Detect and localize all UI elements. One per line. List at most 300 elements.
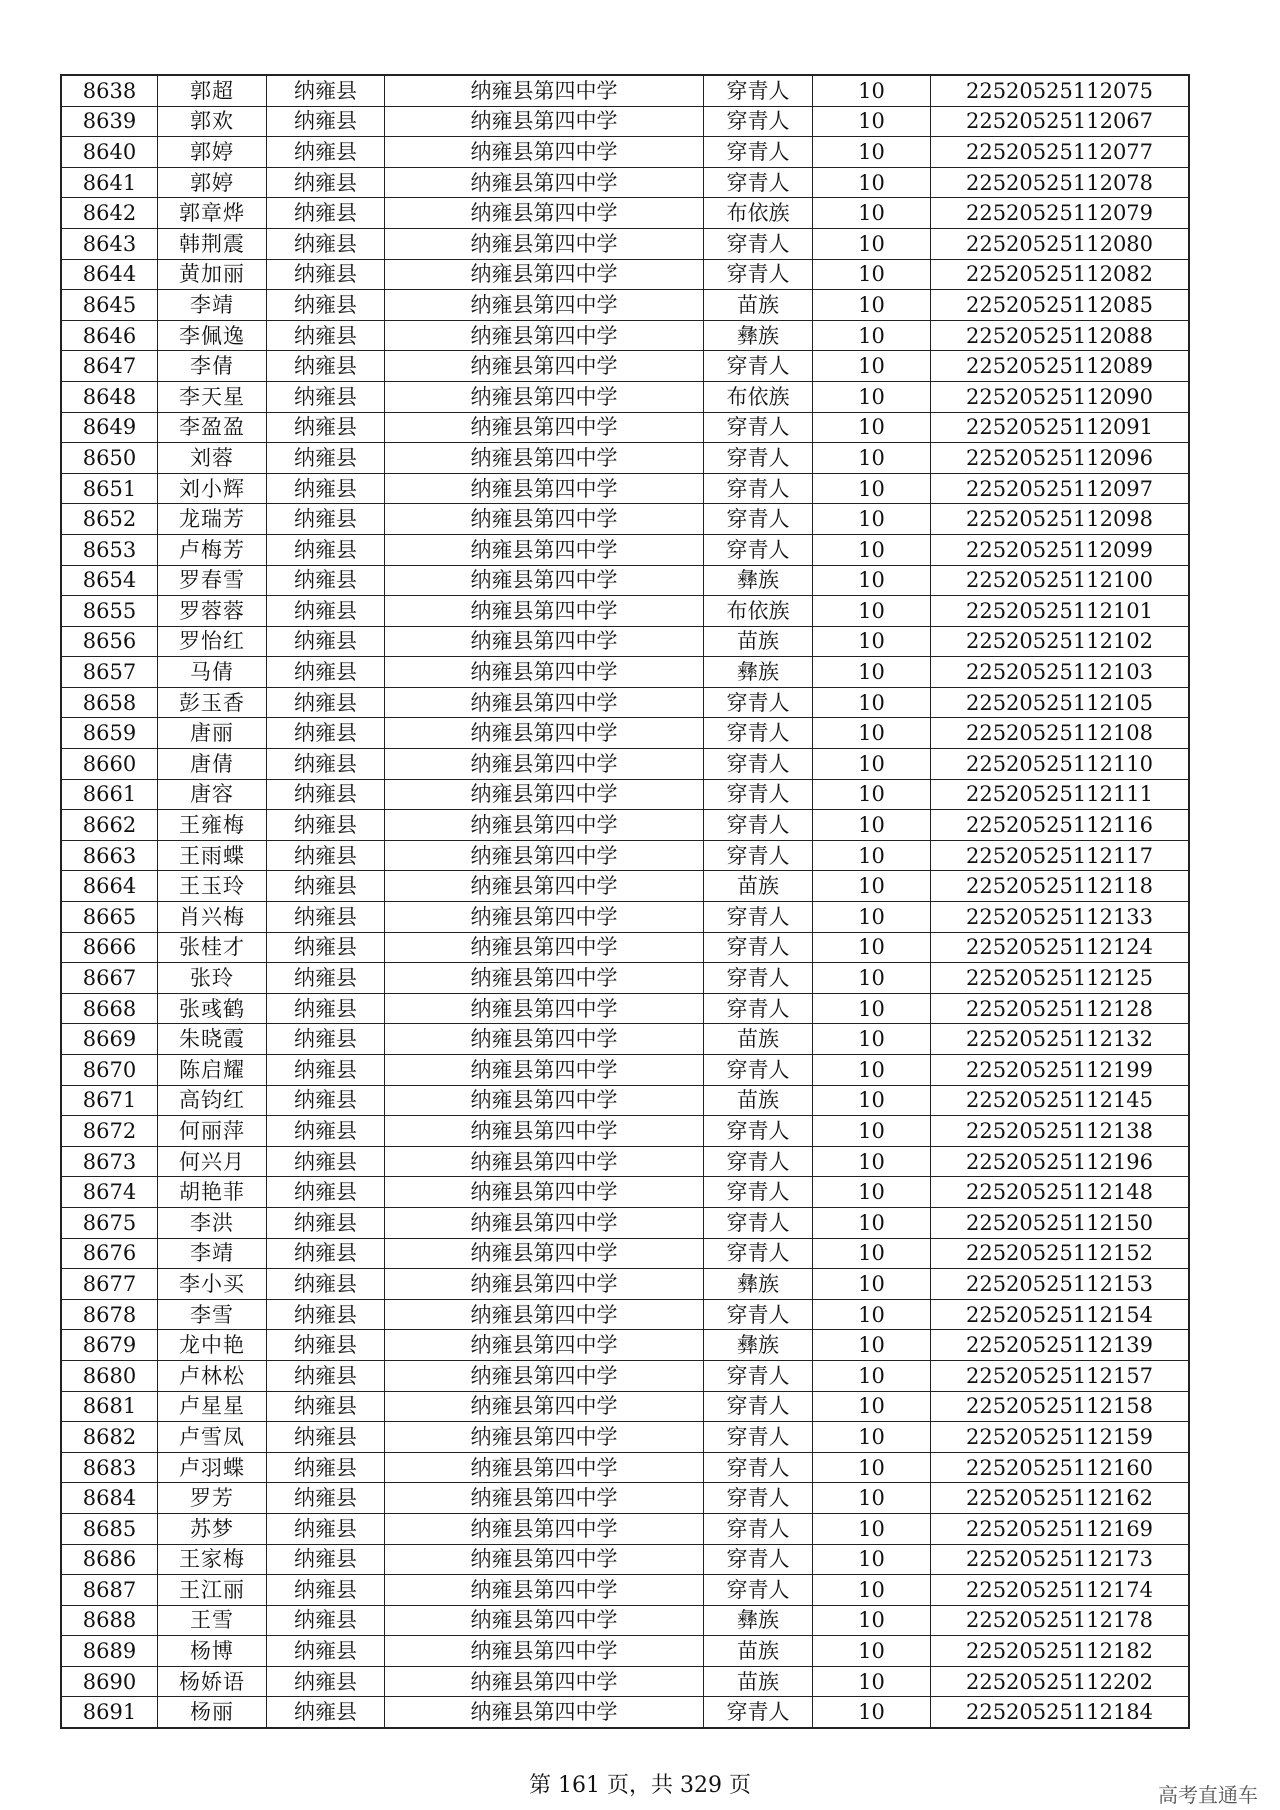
cell-name: 卢雪凤 <box>158 1422 267 1453</box>
cell-ethnicity: 穿青人 <box>704 412 813 443</box>
cell-name: 王家梅 <box>158 1544 267 1575</box>
cell-ethnicity: 彝族 <box>704 1269 813 1300</box>
cell-grade: 10 <box>813 687 931 718</box>
cell-name: 郭欢 <box>158 106 267 137</box>
cell-name: 罗蓉蓉 <box>158 596 267 627</box>
cell-school: 纳雍县第四中学 <box>385 1055 704 1086</box>
cell-county: 纳雍县 <box>267 749 385 780</box>
cell-county: 纳雍县 <box>267 1513 385 1544</box>
cell-county: 纳雍县 <box>267 1116 385 1147</box>
cell-exam-number: 22520525112108 <box>931 718 1190 749</box>
cell-ethnicity: 穿青人 <box>704 1483 813 1514</box>
cell-county: 纳雍县 <box>267 443 385 474</box>
cell-exam-number: 22520525112160 <box>931 1452 1190 1483</box>
cell-grade: 10 <box>813 1666 931 1697</box>
cell-county: 纳雍县 <box>267 259 385 290</box>
cell-ethnicity: 彝族 <box>704 320 813 351</box>
cell-ethnicity: 穿青人 <box>704 932 813 963</box>
table-row <box>61 840 1189 871</box>
cell-ethnicity: 彝族 <box>704 657 813 688</box>
cell-ethnicity: 穿青人 <box>704 75 813 106</box>
cell-exam-number: 22520525112173 <box>931 1544 1190 1575</box>
cell-school: 纳雍县第四中学 <box>385 779 704 810</box>
cell-school: 纳雍县第四中学 <box>385 749 704 780</box>
table-row <box>61 1024 1189 1055</box>
cell-exam-number: 22520525112091 <box>931 412 1190 443</box>
cell-county: 纳雍县 <box>267 718 385 749</box>
cell-number: 8646 <box>61 320 158 351</box>
cell-school: 纳雍县第四中学 <box>385 1299 704 1330</box>
cell-name: 李倩 <box>158 351 267 382</box>
table-row <box>61 1146 1189 1177</box>
cell-number: 8652 <box>61 504 158 535</box>
cell-grade: 10 <box>813 963 931 994</box>
cell-exam-number: 22520525112097 <box>931 473 1190 504</box>
cell-number: 8690 <box>61 1666 158 1697</box>
cell-name: 郭婷 <box>158 167 267 198</box>
cell-ethnicity: 穿青人 <box>704 443 813 474</box>
cell-county: 纳雍县 <box>267 1360 385 1391</box>
cell-grade: 10 <box>813 1330 931 1361</box>
cell-school: 纳雍县第四中学 <box>385 1085 704 1116</box>
cell-county: 纳雍县 <box>267 1483 385 1514</box>
cell-exam-number: 22520525112138 <box>931 1116 1190 1147</box>
table-row <box>61 1269 1189 1300</box>
cell-school: 纳雍县第四中学 <box>385 718 704 749</box>
cell-school: 纳雍县第四中学 <box>385 1452 704 1483</box>
cell-number: 8671 <box>61 1085 158 1116</box>
cell-exam-number: 22520525112098 <box>931 504 1190 535</box>
cell-exam-number: 22520525112132 <box>931 1024 1190 1055</box>
cell-grade: 10 <box>813 718 931 749</box>
cell-ethnicity: 彝族 <box>704 1330 813 1361</box>
cell-name: 李盈盈 <box>158 412 267 443</box>
cell-school: 纳雍县第四中学 <box>385 1483 704 1514</box>
cell-school: 纳雍县第四中学 <box>385 412 704 443</box>
cell-school: 纳雍县第四中学 <box>385 1269 704 1300</box>
cell-school: 纳雍县第四中学 <box>385 504 704 535</box>
cell-county: 纳雍县 <box>267 963 385 994</box>
cell-grade: 10 <box>813 1299 931 1330</box>
table-row <box>61 1330 1189 1361</box>
cell-number: 8687 <box>61 1575 158 1606</box>
cell-grade: 10 <box>813 534 931 565</box>
cell-county: 纳雍县 <box>267 228 385 259</box>
table-row <box>61 1391 1189 1422</box>
cell-exam-number: 22520525112101 <box>931 596 1190 627</box>
cell-number: 8662 <box>61 810 158 841</box>
cell-school: 纳雍县第四中学 <box>385 290 704 321</box>
cell-county: 纳雍县 <box>267 106 385 137</box>
cell-exam-number: 22520525112202 <box>931 1666 1190 1697</box>
table-row <box>61 1636 1189 1667</box>
cell-county: 纳雍县 <box>267 1697 385 1728</box>
cell-name: 唐容 <box>158 779 267 810</box>
cell-name: 肖兴梅 <box>158 902 267 933</box>
cell-grade: 10 <box>813 1360 931 1391</box>
cell-number: 8661 <box>61 779 158 810</box>
cell-number: 8655 <box>61 596 158 627</box>
cell-school: 纳雍县第四中学 <box>385 932 704 963</box>
cell-exam-number: 22520525112089 <box>931 351 1190 382</box>
cell-county: 纳雍县 <box>267 351 385 382</box>
cell-exam-number: 22520525112145 <box>931 1085 1190 1116</box>
cell-grade: 10 <box>813 443 931 474</box>
cell-number: 8681 <box>61 1391 158 1422</box>
cell-grade: 10 <box>813 1055 931 1086</box>
cell-school: 纳雍县第四中学 <box>385 228 704 259</box>
cell-grade: 10 <box>813 1452 931 1483</box>
table-row <box>61 534 1189 565</box>
cell-exam-number: 22520525112111 <box>931 779 1190 810</box>
cell-number: 8648 <box>61 381 158 412</box>
cell-exam-number: 22520525112110 <box>931 749 1190 780</box>
cell-school: 纳雍县第四中学 <box>385 473 704 504</box>
cell-ethnicity: 穿青人 <box>704 351 813 382</box>
cell-school: 纳雍县第四中学 <box>385 137 704 168</box>
cell-number: 8666 <box>61 932 158 963</box>
cell-school: 纳雍县第四中学 <box>385 902 704 933</box>
cell-ethnicity: 穿青人 <box>704 1422 813 1453</box>
cell-ethnicity: 穿青人 <box>704 1238 813 1269</box>
cell-school: 纳雍县第四中学 <box>385 351 704 382</box>
table-row <box>61 626 1189 657</box>
table-row <box>61 381 1189 412</box>
cell-number: 8658 <box>61 687 158 718</box>
cell-county: 纳雍县 <box>267 1422 385 1453</box>
cell-school: 纳雍县第四中学 <box>385 381 704 412</box>
table-row <box>61 1238 1189 1269</box>
table-row <box>61 290 1189 321</box>
cell-school: 纳雍县第四中学 <box>385 1116 704 1147</box>
cell-ethnicity: 穿青人 <box>704 1146 813 1177</box>
cell-grade: 10 <box>813 259 931 290</box>
cell-ethnicity: 穿青人 <box>704 106 813 137</box>
cell-county: 纳雍县 <box>267 840 385 871</box>
cell-ethnicity: 苗族 <box>704 871 813 902</box>
cell-exam-number: 22520525112182 <box>931 1636 1190 1667</box>
cell-name: 朱晓霞 <box>158 1024 267 1055</box>
cell-exam-number: 22520525112139 <box>931 1330 1190 1361</box>
cell-name: 王雪 <box>158 1605 267 1636</box>
cell-grade: 10 <box>813 1391 931 1422</box>
cell-county: 纳雍县 <box>267 596 385 627</box>
cell-exam-number: 22520525112150 <box>931 1207 1190 1238</box>
cell-number: 8670 <box>61 1055 158 1086</box>
cell-number: 8660 <box>61 749 158 780</box>
cell-school: 纳雍县第四中学 <box>385 1238 704 1269</box>
cell-grade: 10 <box>813 198 931 229</box>
cell-number: 8676 <box>61 1238 158 1269</box>
table-row <box>61 565 1189 596</box>
cell-grade: 10 <box>813 1024 931 1055</box>
cell-grade: 10 <box>813 290 931 321</box>
table-row <box>61 137 1189 168</box>
cell-county: 纳雍县 <box>267 1666 385 1697</box>
table-row <box>61 687 1189 718</box>
cell-name: 唐丽 <box>158 718 267 749</box>
cell-exam-number: 22520525112080 <box>931 228 1190 259</box>
cell-school: 纳雍县第四中学 <box>385 1024 704 1055</box>
cell-number: 8643 <box>61 228 158 259</box>
cell-ethnicity: 穿青人 <box>704 779 813 810</box>
cell-number: 8642 <box>61 198 158 229</box>
cell-number: 8674 <box>61 1177 158 1208</box>
cell-county: 纳雍县 <box>267 320 385 351</box>
cell-school: 纳雍县第四中学 <box>385 1666 704 1697</box>
cell-number: 8678 <box>61 1299 158 1330</box>
table-row <box>61 1422 1189 1453</box>
cell-number: 8677 <box>61 1269 158 1300</box>
cell-grade: 10 <box>813 840 931 871</box>
cell-grade: 10 <box>813 1513 931 1544</box>
cell-exam-number: 22520525112196 <box>931 1146 1190 1177</box>
table-row <box>61 1116 1189 1147</box>
cell-school: 纳雍县第四中学 <box>385 810 704 841</box>
cell-school: 纳雍县第四中学 <box>385 1360 704 1391</box>
cell-name: 卢林松 <box>158 1360 267 1391</box>
cell-grade: 10 <box>813 473 931 504</box>
cell-ethnicity: 苗族 <box>704 290 813 321</box>
cell-exam-number: 22520525112117 <box>931 840 1190 871</box>
cell-name: 李靖 <box>158 290 267 321</box>
cell-name: 高钧红 <box>158 1085 267 1116</box>
cell-ethnicity: 穿青人 <box>704 1360 813 1391</box>
cell-name: 黄加丽 <box>158 259 267 290</box>
cell-name: 郭婷 <box>158 137 267 168</box>
cell-school: 纳雍县第四中学 <box>385 1177 704 1208</box>
cell-exam-number: 22520525112133 <box>931 902 1190 933</box>
cell-county: 纳雍县 <box>267 290 385 321</box>
table-row <box>61 1513 1189 1544</box>
cell-number: 8680 <box>61 1360 158 1391</box>
cell-county: 纳雍县 <box>267 1330 385 1361</box>
table-row <box>61 810 1189 841</box>
cell-ethnicity: 穿青人 <box>704 687 813 718</box>
cell-school: 纳雍县第四中学 <box>385 871 704 902</box>
cell-ethnicity: 苗族 <box>704 1085 813 1116</box>
cell-grade: 10 <box>813 626 931 657</box>
cell-grade: 10 <box>813 351 931 382</box>
cell-ethnicity: 彝族 <box>704 1605 813 1636</box>
cell-name: 马倩 <box>158 657 267 688</box>
table-row <box>61 657 1189 688</box>
table-row <box>61 351 1189 382</box>
table-row <box>61 320 1189 351</box>
cell-grade: 10 <box>813 1575 931 1606</box>
cell-exam-number: 22520525112116 <box>931 810 1190 841</box>
cell-number: 8665 <box>61 902 158 933</box>
cell-grade: 10 <box>813 75 931 106</box>
cell-county: 纳雍县 <box>267 75 385 106</box>
cell-county: 纳雍县 <box>267 687 385 718</box>
table-row <box>61 963 1189 994</box>
cell-exam-number: 22520525112148 <box>931 1177 1190 1208</box>
cell-ethnicity: 穿青人 <box>704 963 813 994</box>
table-row <box>61 259 1189 290</box>
cell-ethnicity: 苗族 <box>704 626 813 657</box>
cell-county: 纳雍县 <box>267 1544 385 1575</box>
table-row <box>61 718 1189 749</box>
cell-ethnicity: 穿青人 <box>704 473 813 504</box>
table-row <box>61 902 1189 933</box>
cell-ethnicity: 穿青人 <box>704 1513 813 1544</box>
cell-number: 8679 <box>61 1330 158 1361</box>
cell-exam-number: 22520525112099 <box>931 534 1190 565</box>
cell-ethnicity: 穿青人 <box>704 228 813 259</box>
cell-exam-number: 22520525112102 <box>931 626 1190 657</box>
table-row <box>61 1666 1189 1697</box>
cell-grade: 10 <box>813 902 931 933</box>
cell-ethnicity: 穿青人 <box>704 167 813 198</box>
cell-name: 卢星星 <box>158 1391 267 1422</box>
cell-exam-number: 22520525112067 <box>931 106 1190 137</box>
cell-grade: 10 <box>813 1238 931 1269</box>
cell-exam-number: 22520525112125 <box>931 963 1190 994</box>
cell-county: 纳雍县 <box>267 412 385 443</box>
table-row <box>61 1360 1189 1391</box>
table-row <box>61 596 1189 627</box>
cell-county: 纳雍县 <box>267 1055 385 1086</box>
cell-ethnicity: 布依族 <box>704 381 813 412</box>
cell-name: 王雨蝶 <box>158 840 267 871</box>
cell-name: 李佩逸 <box>158 320 267 351</box>
cell-name: 王雍梅 <box>158 810 267 841</box>
cell-exam-number: 22520525112162 <box>931 1483 1190 1514</box>
cell-exam-number: 22520525112178 <box>931 1605 1190 1636</box>
table-row <box>61 749 1189 780</box>
cell-number: 8668 <box>61 993 158 1024</box>
cell-school: 纳雍县第四中学 <box>385 1330 704 1361</box>
cell-county: 纳雍县 <box>267 1177 385 1208</box>
cell-grade: 10 <box>813 993 931 1024</box>
cell-name: 苏梦 <box>158 1513 267 1544</box>
cell-grade: 10 <box>813 657 931 688</box>
cell-school: 纳雍县第四中学 <box>385 626 704 657</box>
cell-ethnicity: 穿青人 <box>704 504 813 535</box>
cell-county: 纳雍县 <box>267 565 385 596</box>
cell-ethnicity: 穿青人 <box>704 1575 813 1606</box>
cell-grade: 10 <box>813 1085 931 1116</box>
cell-exam-number: 22520525112096 <box>931 443 1190 474</box>
table-row <box>61 504 1189 535</box>
cell-exam-number: 22520525112124 <box>931 932 1190 963</box>
cell-name: 杨丽 <box>158 1697 267 1728</box>
cell-exam-number: 22520525112078 <box>931 167 1190 198</box>
table-row <box>61 1697 1189 1728</box>
cell-name: 刘蓉 <box>158 443 267 474</box>
cell-grade: 10 <box>813 320 931 351</box>
cell-ethnicity: 穿青人 <box>704 810 813 841</box>
cell-exam-number: 22520525112169 <box>931 1513 1190 1544</box>
page-footer: 第 161 页，共 329 页 <box>529 1773 751 1798</box>
cell-grade: 10 <box>813 1207 931 1238</box>
cell-grade: 10 <box>813 1483 931 1514</box>
cell-name: 龙中艳 <box>158 1330 267 1361</box>
table-row <box>61 443 1189 474</box>
cell-number: 8640 <box>61 137 158 168</box>
cell-grade: 10 <box>813 167 931 198</box>
cell-grade: 10 <box>813 1269 931 1300</box>
cell-county: 纳雍县 <box>267 1207 385 1238</box>
cell-school: 纳雍县第四中学 <box>385 1146 704 1177</box>
cell-ethnicity: 苗族 <box>704 1666 813 1697</box>
cell-school: 纳雍县第四中学 <box>385 687 704 718</box>
cell-number: 8689 <box>61 1636 158 1667</box>
cell-name: 张彧鹤 <box>158 993 267 1024</box>
cell-county: 纳雍县 <box>267 167 385 198</box>
cell-ethnicity: 穿青人 <box>704 1299 813 1330</box>
cell-number: 8653 <box>61 534 158 565</box>
cell-exam-number: 22520525112158 <box>931 1391 1190 1422</box>
cell-name: 郭超 <box>158 75 267 106</box>
cell-name: 何兴月 <box>158 1146 267 1177</box>
cell-grade: 10 <box>813 1422 931 1453</box>
cell-county: 纳雍县 <box>267 657 385 688</box>
cell-school: 纳雍县第四中学 <box>385 75 704 106</box>
table-row <box>61 1452 1189 1483</box>
cell-name: 罗芳 <box>158 1483 267 1514</box>
cell-county: 纳雍县 <box>267 473 385 504</box>
cell-school: 纳雍县第四中学 <box>385 1513 704 1544</box>
cell-grade: 10 <box>813 810 931 841</box>
cell-name: 韩荆震 <box>158 228 267 259</box>
cell-number: 8675 <box>61 1207 158 1238</box>
student-table <box>60 74 1190 1729</box>
cell-name: 王玉玲 <box>158 871 267 902</box>
cell-ethnicity: 苗族 <box>704 1636 813 1667</box>
cell-school: 纳雍县第四中学 <box>385 259 704 290</box>
cell-number: 8682 <box>61 1422 158 1453</box>
cell-number: 8663 <box>61 840 158 871</box>
cell-number: 8659 <box>61 718 158 749</box>
cell-school: 纳雍县第四中学 <box>385 963 704 994</box>
cell-ethnicity: 穿青人 <box>704 902 813 933</box>
cell-school: 纳雍县第四中学 <box>385 1544 704 1575</box>
cell-name: 胡艳菲 <box>158 1177 267 1208</box>
table-row <box>61 167 1189 198</box>
cell-exam-number: 22520525112157 <box>931 1360 1190 1391</box>
cell-number: 8667 <box>61 963 158 994</box>
table-row <box>61 1207 1189 1238</box>
cell-name: 张玲 <box>158 963 267 994</box>
cell-exam-number: 22520525112118 <box>931 871 1190 902</box>
cell-grade: 10 <box>813 137 931 168</box>
cell-number: 8685 <box>61 1513 158 1544</box>
cell-number: 8641 <box>61 167 158 198</box>
cell-name: 杨博 <box>158 1636 267 1667</box>
cell-exam-number: 22520525112184 <box>931 1697 1190 1728</box>
cell-county: 纳雍县 <box>267 1269 385 1300</box>
cell-exam-number: 22520525112082 <box>931 259 1190 290</box>
cell-county: 纳雍县 <box>267 1391 385 1422</box>
cell-school: 纳雍县第四中学 <box>385 443 704 474</box>
cell-number: 8686 <box>61 1544 158 1575</box>
cell-county: 纳雍县 <box>267 626 385 657</box>
cell-name: 杨娇语 <box>158 1666 267 1697</box>
cell-name: 李天星 <box>158 381 267 412</box>
cell-ethnicity: 穿青人 <box>704 259 813 290</box>
cell-school: 纳雍县第四中学 <box>385 198 704 229</box>
cell-school: 纳雍县第四中学 <box>385 840 704 871</box>
watermark: 高考直通车 <box>1158 1783 1258 1807</box>
cell-exam-number: 22520525112199 <box>931 1055 1190 1086</box>
cell-ethnicity: 穿青人 <box>704 1177 813 1208</box>
cell-exam-number: 22520525112105 <box>931 687 1190 718</box>
cell-school: 纳雍县第四中学 <box>385 167 704 198</box>
cell-name: 郭章烨 <box>158 198 267 229</box>
cell-number: 8649 <box>61 412 158 443</box>
